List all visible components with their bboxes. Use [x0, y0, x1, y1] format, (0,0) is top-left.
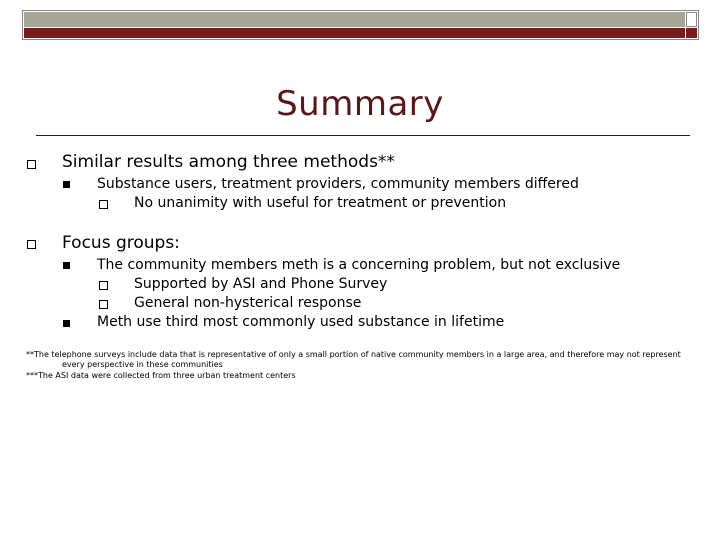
square-bullet-icon [27, 240, 36, 249]
bullet-level2-text: The community members meth is a concerning problem, but not exclusive [97, 257, 621, 273]
bullet-level3-text: Supported by ASI and Phone Survey [134, 276, 388, 292]
footnote-2: ***The ASI data were collected from three urban treatment centers [26, 371, 296, 380]
header-corner-red [686, 28, 697, 38]
bullet-level2-text: Meth use third most commonly used substance in lifetime [97, 314, 505, 330]
slide-title: Summary [276, 84, 444, 124]
header-bar-red [24, 28, 685, 38]
footnote-1-continued: every perspective in these communities [62, 360, 223, 369]
title-divider [36, 135, 690, 136]
bullet-level1-text: Focus groups: [62, 233, 180, 253]
filled-bullet-icon [63, 320, 70, 327]
filled-bullet-icon [63, 181, 70, 188]
footnote-1: **The telephone surveys include data that is representative of only a small portion of native community members in a large area, and therefore may not represent [26, 350, 681, 359]
header-bar-gray [24, 12, 685, 27]
square-bullet-icon [27, 160, 36, 169]
header-corner-box [686, 12, 697, 27]
filled-bullet-icon [63, 262, 70, 269]
square-bullet-icon [99, 281, 108, 290]
square-bullet-icon [99, 300, 108, 309]
square-bullet-icon [99, 200, 108, 209]
bullet-level3-text: No unanimity with useful for treatment or prevention [134, 195, 507, 211]
bullet-level3-text: General non-hysterical response [134, 295, 362, 311]
bullet-level2-text: Substance users, treatment providers, community members differed [97, 176, 579, 192]
bullet-level1-text: Similar results among three methods** [62, 152, 395, 172]
